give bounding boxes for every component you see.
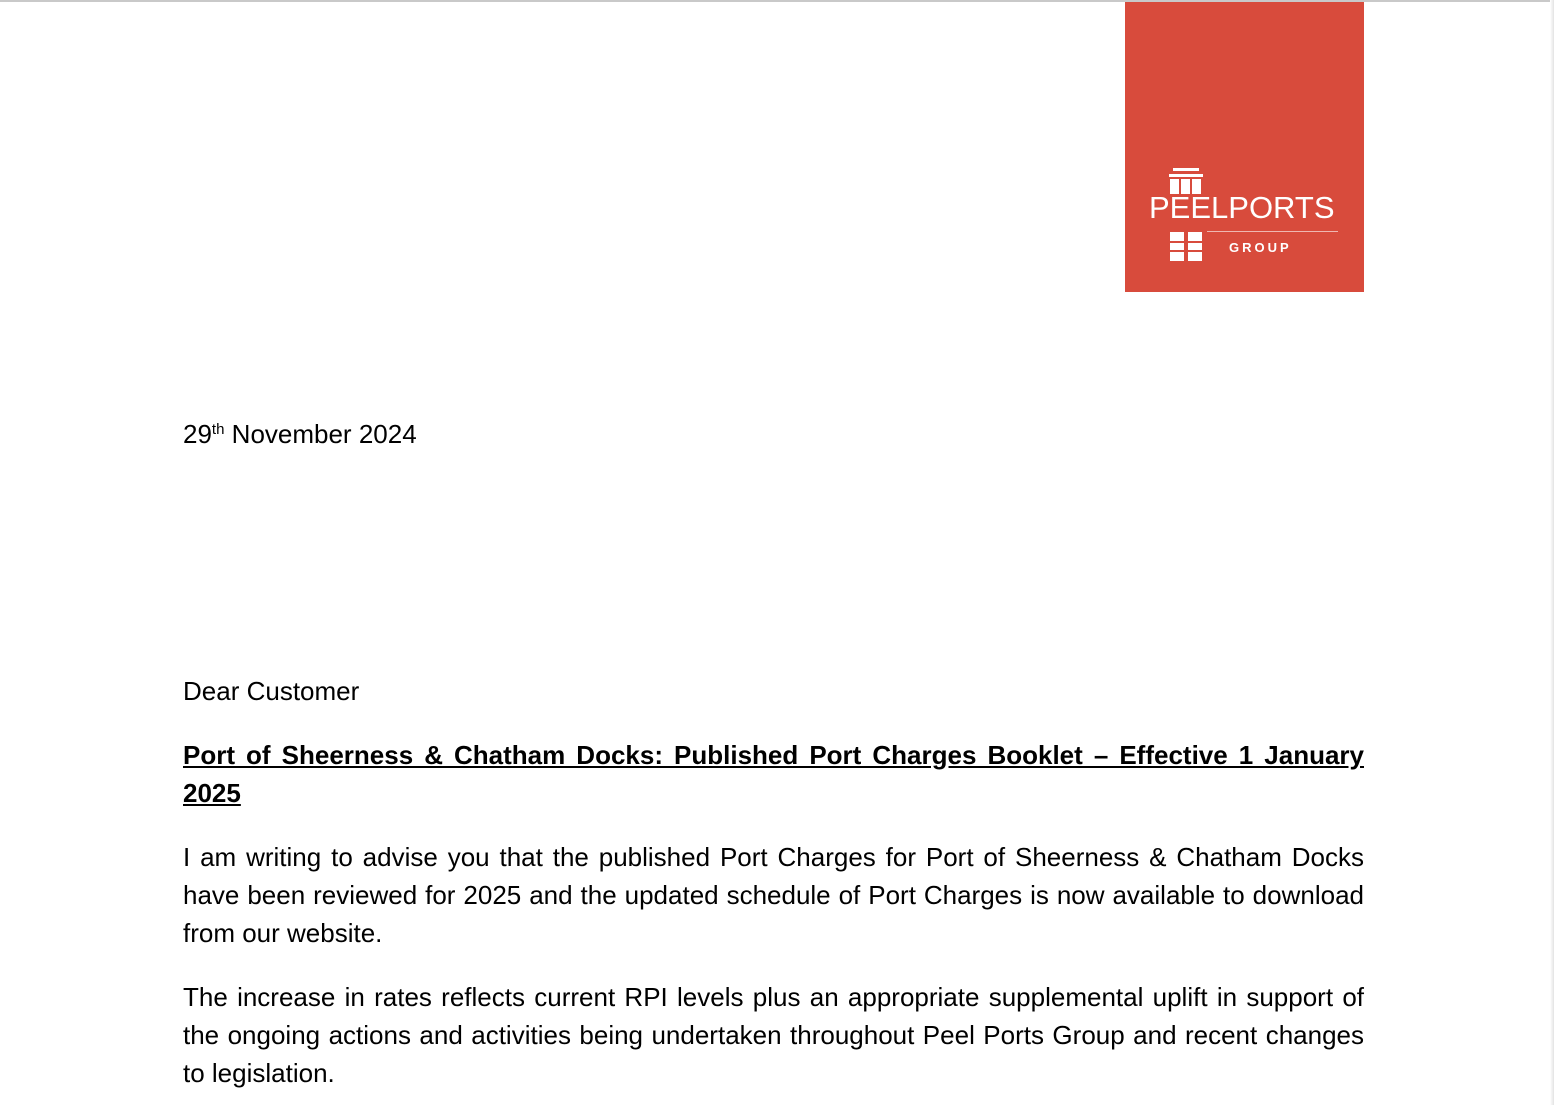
letter-heading: Port of Sheerness & Chatham Docks: Published Port Charges Booklet – Effective 1 January 2025 [183,740,1364,808]
peel-ports-logo [1125,2,1364,292]
logo-wordmark: PEELPORTS [1149,190,1335,225]
logo-crest-bottom-icon [1169,232,1207,262]
body-paragraph-1: I am writing to advise you that the published Port Charges for Port of Sheerness & Chatham Docks have been reviewed for 2025 and the updated schedule of Port Charges is now available to download from our website. [183,842,1364,948]
date-suffix: th [211,421,225,438]
salutation: Dear Customer [183,676,360,706]
body-paragraph-2: The increase in rates reflects current RPI levels plus an appropriate supplemental uplift in support of the ongoing actions and activities being undertaken throughout Peel Ports Group and recent changes to legislation. [183,982,1364,1088]
letter-date [183,415,1364,453]
date-month-year: November 2024 [224,419,417,449]
logo-divider [1207,231,1338,232]
date-day: 29 [183,419,212,449]
page-edge-shadow [1550,0,1554,1105]
logo-subtitle: GROUP [1229,240,1292,255]
